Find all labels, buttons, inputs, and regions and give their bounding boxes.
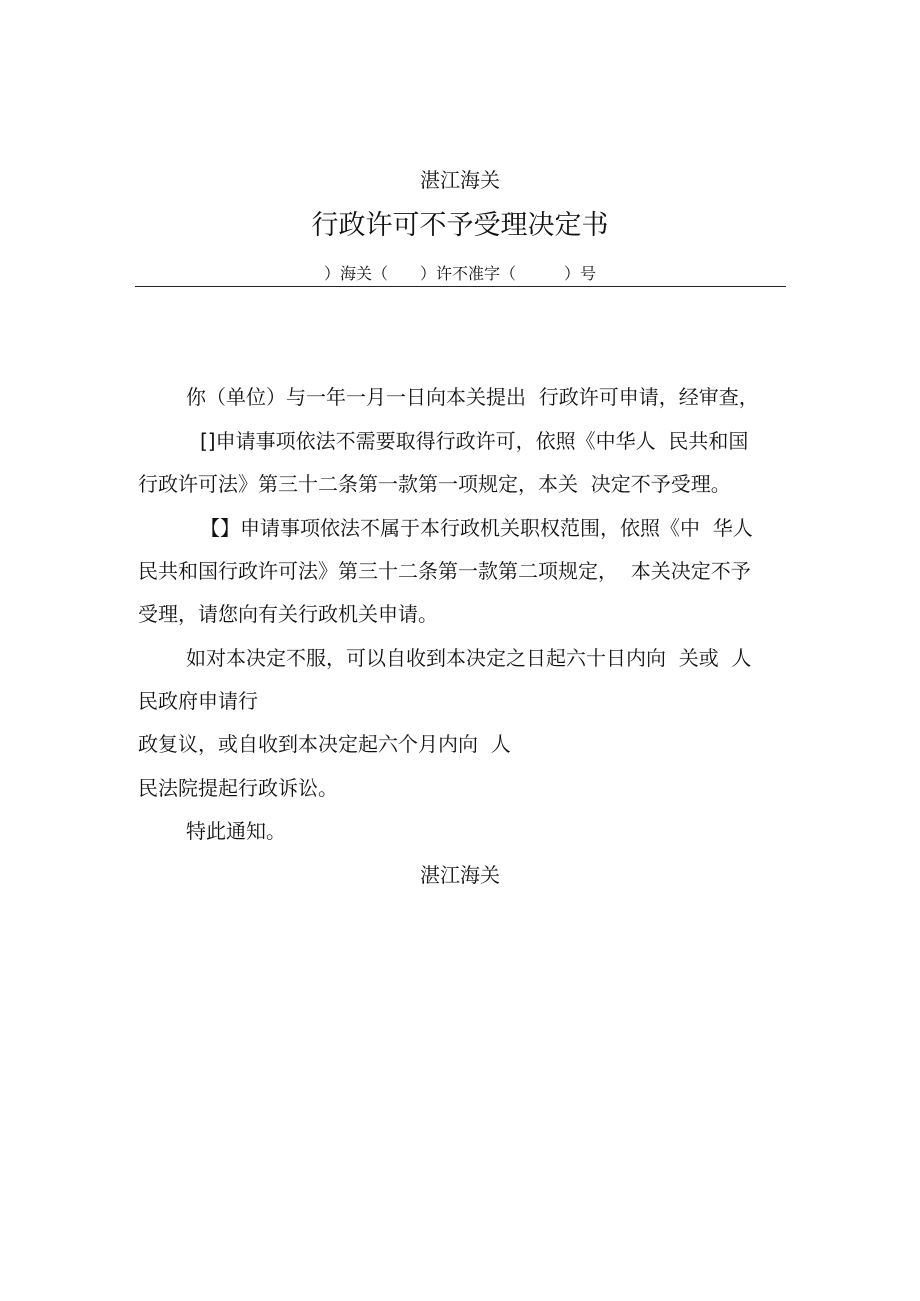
body-line-4: 【】申请事项依法不属于本行政机关职权范围，依照《中 华人 [200, 516, 753, 540]
body-line-3: 行政许可法》第三十二条第一款第一项规定，本关 决定不予受理。 [138, 472, 731, 496]
issuing-org-signature: 湛江海关 [420, 863, 500, 887]
body-line-6: 受理，请您向有关行政机关申请。 [138, 602, 438, 626]
document-title: 行政许可不予受理决定书 [311, 210, 609, 241]
header-divider [135, 286, 786, 287]
body-line-7: 如对本决定不服，可以自收到本决定之日起六十日内向 关或 人 [186, 646, 752, 670]
body-line-1: 你（单位）与一年一月一日向本关提出 行政许可申请，经审查， [186, 385, 759, 409]
body-line-8: 民政府申请行 [138, 689, 258, 713]
body-line-5: 民共和国行政许可法》第三十二条第一款第二项规定， 本关决定不予 [138, 559, 751, 583]
issuing-org-header: 湛江海关 [420, 168, 500, 192]
body-line-10: 民法院提起行政诉讼。 [138, 776, 338, 800]
document-number: ）海关（ ）许不准字（ ）号 [323, 264, 596, 283]
body-line-9: 政复议，或自收到本决定起六个月内向 人 [138, 732, 511, 756]
closing-line: 特此通知。 [186, 819, 286, 843]
body-line-2: []申请事项依法不需要取得行政许可，依照《中华人 民共和国 [200, 429, 749, 453]
